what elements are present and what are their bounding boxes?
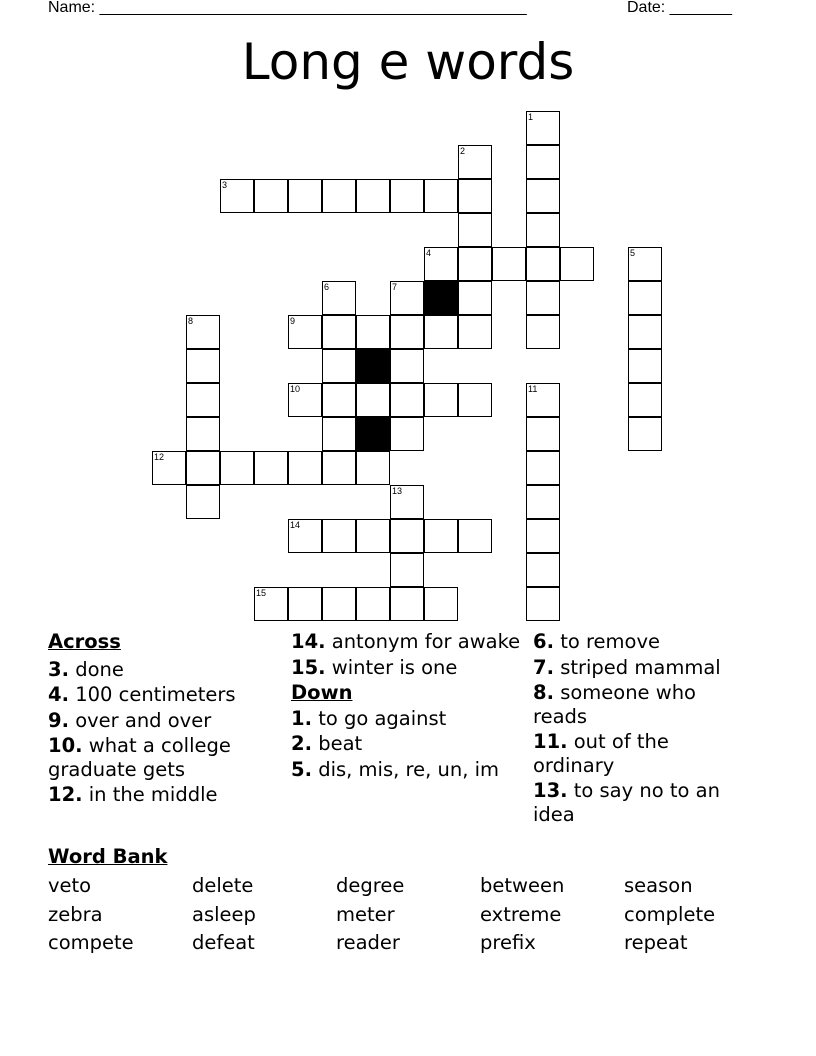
clue-text: over and over	[75, 708, 212, 732]
clue-number-label: 9	[290, 316, 296, 326]
word-bank-word: veto	[48, 874, 92, 897]
grid-cell[interactable]	[526, 485, 560, 519]
grid-cell[interactable]	[186, 451, 220, 485]
down-clue	[533, 656, 753, 680]
word-bank-word: zebra	[48, 903, 103, 926]
grid-cell[interactable]	[288, 383, 322, 417]
grid-cell[interactable]	[526, 281, 560, 315]
across-clue	[291, 630, 521, 654]
clue-number: 1.	[291, 706, 312, 730]
grid-cell[interactable]	[390, 179, 424, 213]
grid-cell[interactable]	[526, 179, 560, 213]
grid-cell[interactable]	[356, 179, 390, 213]
grid-cell[interactable]	[186, 349, 220, 383]
grid-cell[interactable]	[628, 281, 662, 315]
clue-number-label: 1	[528, 112, 534, 122]
grid-cell[interactable]	[322, 519, 356, 553]
grid-cell[interactable]	[356, 315, 390, 349]
black-cell	[356, 349, 390, 383]
down-clue	[533, 730, 753, 777]
grid-cell[interactable]	[390, 519, 424, 553]
grid-cell[interactable]	[424, 179, 458, 213]
grid-cell[interactable]	[288, 315, 322, 349]
grid-cell[interactable]	[390, 417, 424, 451]
grid-cell[interactable]	[458, 315, 492, 349]
down-clue	[533, 681, 753, 728]
clue-number: 11.	[533, 730, 568, 753]
clue-number-label: 15	[256, 588, 267, 598]
grid-cell[interactable]	[322, 179, 356, 213]
black-cell	[356, 417, 390, 451]
grid-cell[interactable]	[526, 111, 560, 145]
grid-cell[interactable]	[424, 247, 458, 281]
grid-cell[interactable]	[322, 587, 356, 621]
grid-cell[interactable]	[424, 519, 458, 553]
word-bank-word: asleep	[192, 903, 256, 926]
grid-cell[interactable]	[288, 451, 322, 485]
word-bank-word: season	[624, 874, 693, 897]
grid-cell[interactable]	[220, 451, 254, 485]
clue-text: dis, mis, re, un, im	[318, 757, 500, 781]
grid-cell[interactable]	[322, 281, 356, 315]
word-bank-word: delete	[192, 874, 254, 897]
clue-number-label: 5	[630, 248, 636, 258]
clue-number: 5.	[291, 757, 312, 781]
clue-column-3	[533, 630, 753, 828]
clue-number: 15.	[291, 655, 326, 679]
grid-cell[interactable]	[356, 383, 390, 417]
clue-number-label: 7	[392, 282, 398, 292]
grid-cell[interactable]	[356, 451, 390, 485]
clue-number-label: 6	[324, 282, 330, 292]
grid-cell[interactable]	[458, 145, 492, 179]
word-bank-word: compete	[48, 931, 134, 954]
grid-cell[interactable]	[526, 145, 560, 179]
clue-text: in the middle	[88, 783, 218, 806]
clue-number: 12.	[48, 783, 83, 806]
grid-cell[interactable]	[526, 451, 560, 485]
grid-cell[interactable]	[254, 587, 288, 621]
clue-column-1	[48, 630, 278, 809]
grid-cell[interactable]	[526, 417, 560, 451]
clue-number-label: 3	[222, 180, 228, 190]
across-clue	[291, 656, 521, 680]
grid-cell[interactable]	[288, 587, 322, 621]
grid-cell[interactable]	[186, 417, 220, 451]
grid-cell[interactable]	[458, 519, 492, 553]
grid-cell[interactable]	[526, 315, 560, 349]
clue-number: 6.	[533, 630, 554, 653]
grid-cell[interactable]	[526, 587, 560, 621]
down-clue	[533, 779, 753, 826]
across-clue	[48, 734, 278, 781]
word-bank-heading: Word Bank	[48, 845, 168, 868]
grid-cell[interactable]	[322, 451, 356, 485]
word-bank-word: reader	[336, 931, 400, 954]
grid-cell[interactable]	[390, 349, 424, 383]
down-clue	[291, 707, 521, 731]
grid-cell[interactable]	[390, 315, 424, 349]
grid-cell[interactable]	[526, 519, 560, 553]
clue-number-label: 11	[528, 384, 538, 394]
grid-cell[interactable]	[152, 451, 186, 485]
grid-cell[interactable]	[390, 485, 424, 519]
grid-cell[interactable]	[186, 383, 220, 417]
grid-cell[interactable]	[492, 247, 526, 281]
clue-text: antonym for awake	[331, 630, 521, 653]
grid-cell[interactable]	[288, 179, 322, 213]
word-bank-word: extreme	[480, 903, 562, 926]
grid-cell[interactable]	[458, 383, 492, 417]
grid-cell[interactable]	[322, 315, 356, 349]
grid-cell[interactable]	[186, 485, 220, 519]
grid-cell[interactable]	[390, 281, 424, 315]
grid-cell[interactable]	[356, 587, 390, 621]
grid-cell[interactable]	[390, 553, 424, 587]
grid-cell[interactable]	[322, 417, 356, 451]
name-field[interactable]: Name: ________________________________________________	[48, 0, 527, 16]
clue-number: 9.	[48, 708, 69, 732]
grid-cell[interactable]	[356, 519, 390, 553]
word-bank-word: degree	[336, 874, 405, 897]
grid-cell[interactable]	[628, 247, 662, 281]
clue-number: 14.	[291, 630, 326, 653]
clue-number-label: 4	[426, 248, 432, 258]
word-bank-word: complete	[624, 903, 716, 926]
grid-cell[interactable]	[628, 383, 662, 417]
date-field[interactable]: Date: _______	[627, 0, 732, 16]
grid-cell[interactable]	[390, 587, 424, 621]
clue-number: 3.	[48, 657, 69, 681]
clue-number-label: 2	[460, 146, 466, 156]
clue-number: 7.	[533, 655, 554, 679]
clue-text: out of the ordinary	[533, 730, 669, 777]
clue-text: striped mammal	[560, 655, 721, 679]
clue-number-label: 12	[154, 452, 165, 462]
grid-cell[interactable]	[526, 383, 560, 417]
clue-text: what a college graduate gets	[48, 734, 231, 781]
grid-cell[interactable]	[526, 247, 560, 281]
grid-cell[interactable]	[322, 349, 356, 383]
clue-text: someone who reads	[533, 681, 696, 728]
grid-cell[interactable]	[254, 179, 288, 213]
clue-number: 4.	[48, 683, 69, 706]
word-bank-word: meter	[336, 903, 395, 926]
across-clue	[48, 658, 278, 682]
across-heading: Across	[48, 630, 121, 653]
clue-text: beat	[318, 732, 363, 755]
grid-cell[interactable]	[458, 247, 492, 281]
grid-cell[interactable]	[458, 179, 492, 213]
across-clue	[48, 683, 278, 707]
clue-text: done	[75, 657, 124, 681]
page-title: Long e words	[241, 33, 575, 91]
clue-number-label: 14	[290, 520, 301, 530]
grid-cell[interactable]	[628, 349, 662, 383]
clue-number: 13.	[533, 779, 568, 802]
clue-number: 2.	[291, 732, 312, 755]
grid-cell[interactable]	[322, 383, 356, 417]
clue-text: winter is one	[331, 655, 458, 679]
down-clue	[291, 732, 521, 756]
grid-cell[interactable]	[186, 315, 220, 349]
clue-text: to say no to an idea	[533, 779, 720, 826]
grid-cell[interactable]	[390, 383, 424, 417]
word-bank-word: between	[480, 874, 565, 897]
grid-cell[interactable]	[526, 213, 560, 247]
clue-number: 8.	[533, 681, 554, 704]
clue-number-label: 13	[392, 486, 403, 496]
grid-cell[interactable]	[424, 587, 458, 621]
down-clue	[291, 758, 521, 782]
clue-number-label: 8	[188, 316, 194, 326]
grid-cell[interactable]	[458, 281, 492, 315]
clue-text: to go against	[318, 706, 447, 730]
clue-text: 100 centimeters	[75, 683, 236, 706]
grid-cell[interactable]	[560, 247, 594, 281]
grid-cell[interactable]	[424, 383, 458, 417]
grid-cell[interactable]	[220, 179, 254, 213]
clue-number: 10.	[48, 734, 83, 757]
grid-cell[interactable]	[526, 553, 560, 587]
grid-cell[interactable]	[254, 451, 288, 485]
grid-cell[interactable]	[628, 417, 662, 451]
clue-text: to remove	[560, 630, 661, 653]
across-clue	[48, 709, 278, 733]
grid-cell[interactable]	[288, 519, 322, 553]
down-heading: Down	[291, 681, 353, 704]
word-bank-word: prefix	[480, 931, 536, 954]
grid-cell[interactable]	[628, 315, 662, 349]
down-clue	[533, 630, 753, 654]
clue-column-2	[291, 630, 521, 783]
clue-number-label: 10	[290, 384, 301, 394]
word-bank-word: defeat	[192, 931, 255, 954]
across-clue	[48, 783, 278, 807]
grid-cell[interactable]	[458, 213, 492, 247]
black-cell	[424, 281, 458, 315]
word-bank-word: repeat	[624, 931, 688, 954]
grid-cell[interactable]	[424, 315, 458, 349]
